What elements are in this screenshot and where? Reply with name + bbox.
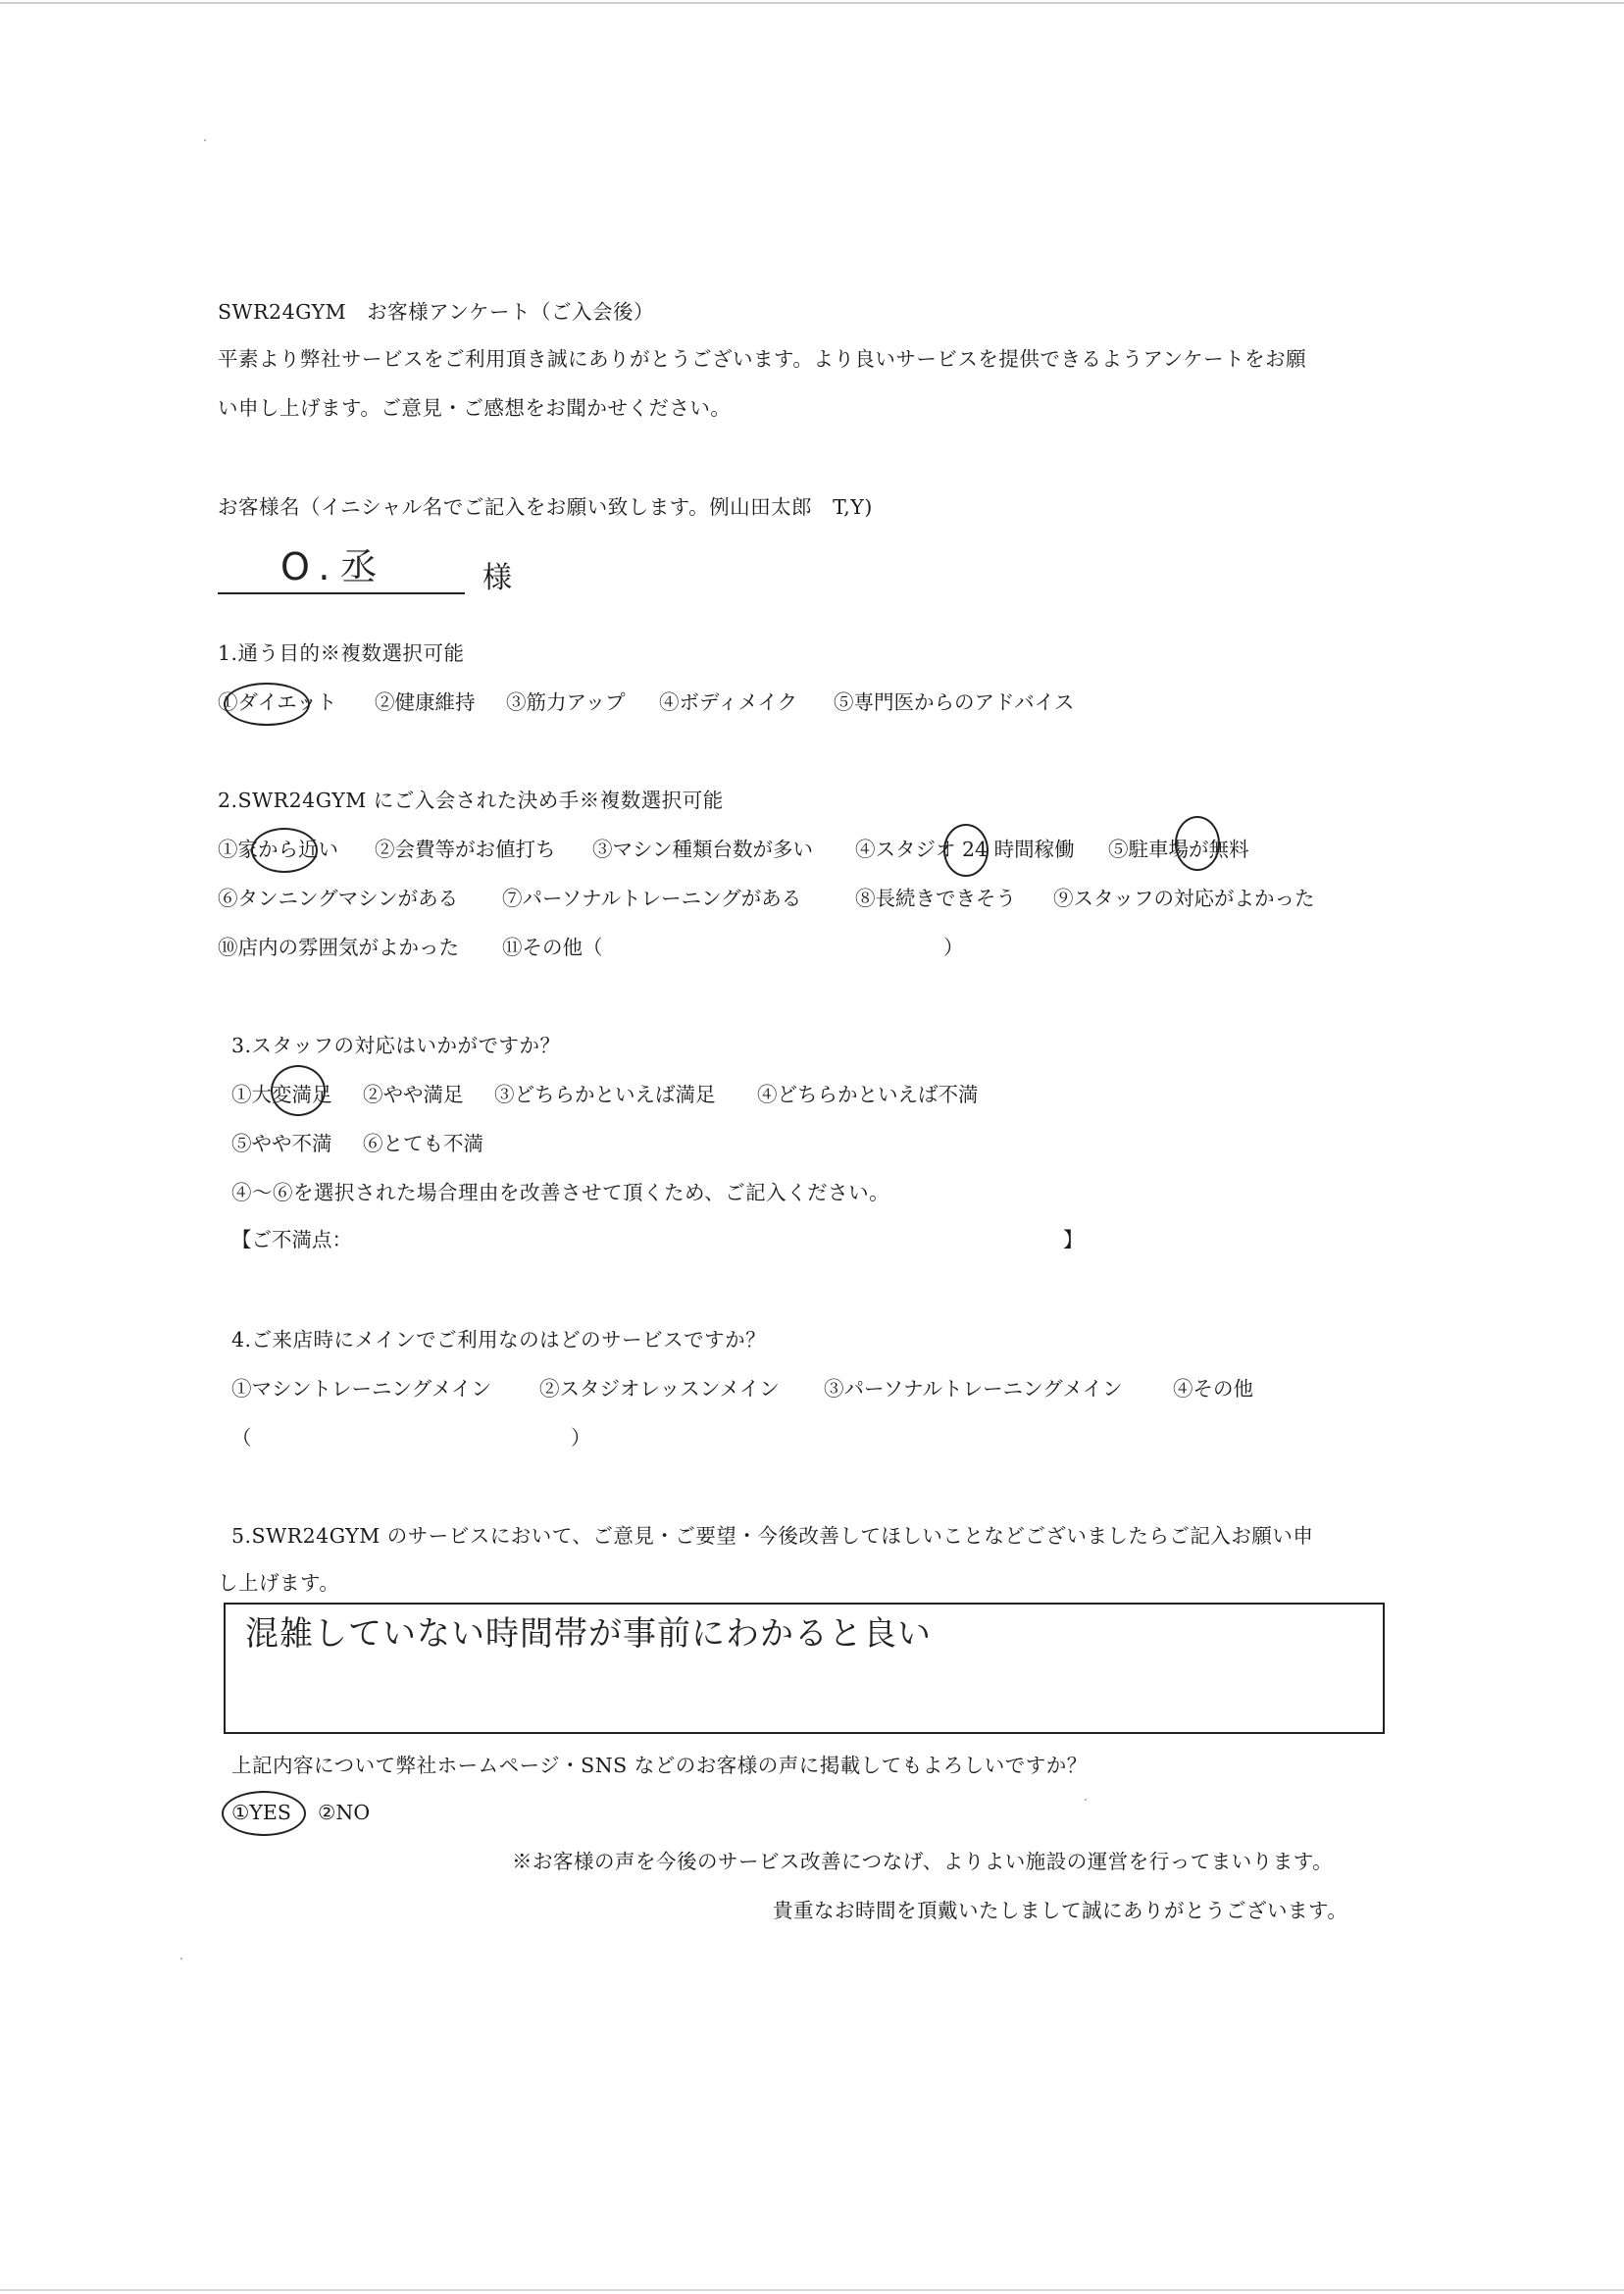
q2-selection-circle-4 bbox=[943, 824, 989, 877]
q4-option-3[interactable]: ③パーソナルトレーニングメイン bbox=[824, 1377, 1123, 1401]
consent-no[interactable]: ②NO bbox=[318, 1801, 371, 1824]
q3-complaint-label[interactable]: 【ご不満点： bbox=[231, 1228, 352, 1251]
customer-name-handwritten[interactable]: O.丞 bbox=[280, 545, 387, 588]
consent-selection-circle bbox=[222, 1791, 306, 1836]
q3-complaint-close: 】 bbox=[1063, 1228, 1084, 1251]
q2-selection-circle-5 bbox=[1175, 816, 1220, 871]
q1-selection-circle bbox=[224, 683, 310, 726]
scan-edge-bottom bbox=[0, 2289, 1624, 2291]
footer-note: ※お客様の声を今後のサービス改善につなげ、よりよい施設の運営を行ってまいります。 bbox=[512, 1850, 1334, 1873]
q1-option-2[interactable]: ②健康維持 bbox=[375, 690, 476, 714]
q5-title-line-2: し上げます。 bbox=[218, 1571, 340, 1595]
q5-title-line-1: 5.SWR24GYM のサービスにおいて、ご意見・ご要望・今後改善してほしいことなどございましたらご記入お願い申 bbox=[231, 1524, 1314, 1548]
q2-option-10[interactable]: ⑩店内の雰囲気がよかった bbox=[218, 936, 459, 959]
q3-option-5[interactable]: ⑤やや不満 bbox=[231, 1132, 332, 1155]
intro-line-1: 平素より弊社サービスをご利用頂き誠にありがとうございます。より良いサービスを提供できるようアンケートをお願 bbox=[218, 347, 1307, 371]
footer-thanks: 貴重なお時間を頂戴いたしまして誠にありがとうございます。 bbox=[773, 1899, 1348, 1922]
scan-speck bbox=[1085, 1799, 1087, 1801]
q2-option-2[interactable]: ②会費等がお値打ち bbox=[375, 838, 556, 861]
q1-title: 1.通う目的※複数選択可能 bbox=[218, 641, 465, 665]
q2-option-7[interactable]: ⑦パーソナルトレーニングがある bbox=[502, 887, 802, 910]
q2-selection-circle-1 bbox=[251, 828, 318, 873]
q2-option-1[interactable]: ①家から近い bbox=[218, 838, 338, 861]
q3-title: 3.スタッフの対応はいかがですか？ bbox=[231, 1034, 561, 1057]
q3-option-3[interactable]: ③どちらかといえば満足 bbox=[494, 1083, 716, 1106]
customer-honorific: 様 bbox=[482, 561, 513, 595]
q1-option-1[interactable]: ①ダイエット bbox=[218, 690, 337, 714]
q3-options-row2 bbox=[231, 1130, 820, 1157]
consent-question: 上記内容について弊社ホームページ・SNS などのお客様の声に掲載してもよろしいですか？ bbox=[231, 1754, 1088, 1777]
q4-option-1[interactable]: ①マシントレーニングメイン bbox=[231, 1377, 491, 1401]
q2-option-8[interactable]: ⑧長続きできそう bbox=[855, 887, 1016, 910]
q3-selection-circle bbox=[271, 1065, 326, 1116]
survey-title: SWR24GYM お客様アンケート（ご入会後） bbox=[218, 300, 654, 324]
q1-options bbox=[218, 688, 1198, 716]
q2-option-5[interactable]: ⑤駐車場が無料 bbox=[1108, 838, 1249, 861]
q2-option-9[interactable]: ⑨スタッフの対応がよかった bbox=[1053, 887, 1315, 910]
customer-name-underline bbox=[218, 592, 465, 594]
q5-handwritten-answer: 混雑していない時間帯が事前にわかると良い bbox=[245, 1614, 932, 1654]
q4-other-field bbox=[231, 1424, 624, 1452]
q2-option-6[interactable]: ⑥タンニングマシンがある bbox=[218, 887, 459, 910]
q3-option-2[interactable]: ②やや満足 bbox=[363, 1083, 464, 1106]
q5-comment-box[interactable] bbox=[224, 1603, 1385, 1734]
q4-title: 4.ご来店時にメインでご利用なのはどのサービスですか？ bbox=[231, 1328, 767, 1351]
scan-speck bbox=[204, 139, 206, 141]
scan-speck bbox=[180, 1958, 182, 1960]
q3-option-6[interactable]: ⑥とても不満 bbox=[363, 1132, 483, 1155]
q4-option-4[interactable]: ④その他 bbox=[1173, 1377, 1253, 1401]
q1-option-5[interactable]: ⑤専門医からのアドバイス bbox=[834, 690, 1075, 714]
q1-option-4[interactable]: ④ボディメイク bbox=[659, 690, 798, 714]
q3-option-4[interactable]: ④どちらかといえば不満 bbox=[757, 1083, 979, 1106]
q2-option-4[interactable]: ④スタジオ 24 時間稼働 bbox=[855, 838, 1075, 861]
q2-option-3[interactable]: ③マシン種類台数が多い bbox=[592, 838, 813, 861]
q4-options bbox=[231, 1375, 1310, 1402]
scan-edge-top bbox=[0, 2, 1624, 4]
customer-name-label: お客様名（イニシャル名でご記入をお願い致します。例山田太郎 T,Y) bbox=[218, 495, 873, 519]
consent-yes[interactable]: ①YES bbox=[231, 1801, 291, 1824]
q1-option-3[interactable]: ③筋力アップ bbox=[506, 690, 626, 714]
q4-other-close: ） bbox=[571, 1426, 591, 1450]
q2-option-11[interactable]: ⑪その他（ bbox=[502, 936, 603, 959]
q3-options-row1 bbox=[231, 1081, 1212, 1108]
q2-options-row3 bbox=[218, 934, 1198, 961]
q3-option-1[interactable]: ①大変満足 bbox=[231, 1083, 332, 1106]
q2-other-close: ） bbox=[943, 936, 964, 959]
q3-note: ④～⑥を選択された場合理由を改善させて頂くため、ご記入ください。 bbox=[231, 1181, 890, 1204]
q2-options-row2 bbox=[218, 885, 1345, 912]
intro-line-2: い申し上げます。ご意見・ご感想をお聞かせください。 bbox=[218, 396, 732, 420]
q2-title: 2.SWR24GYM にご入会された決め手※複数選択可能 bbox=[218, 789, 724, 812]
q4-option-2[interactable]: ②スタジオレッスンメイン bbox=[539, 1377, 780, 1401]
q3-complaint bbox=[231, 1226, 1114, 1253]
q4-other-open[interactable]: （ bbox=[231, 1426, 252, 1450]
